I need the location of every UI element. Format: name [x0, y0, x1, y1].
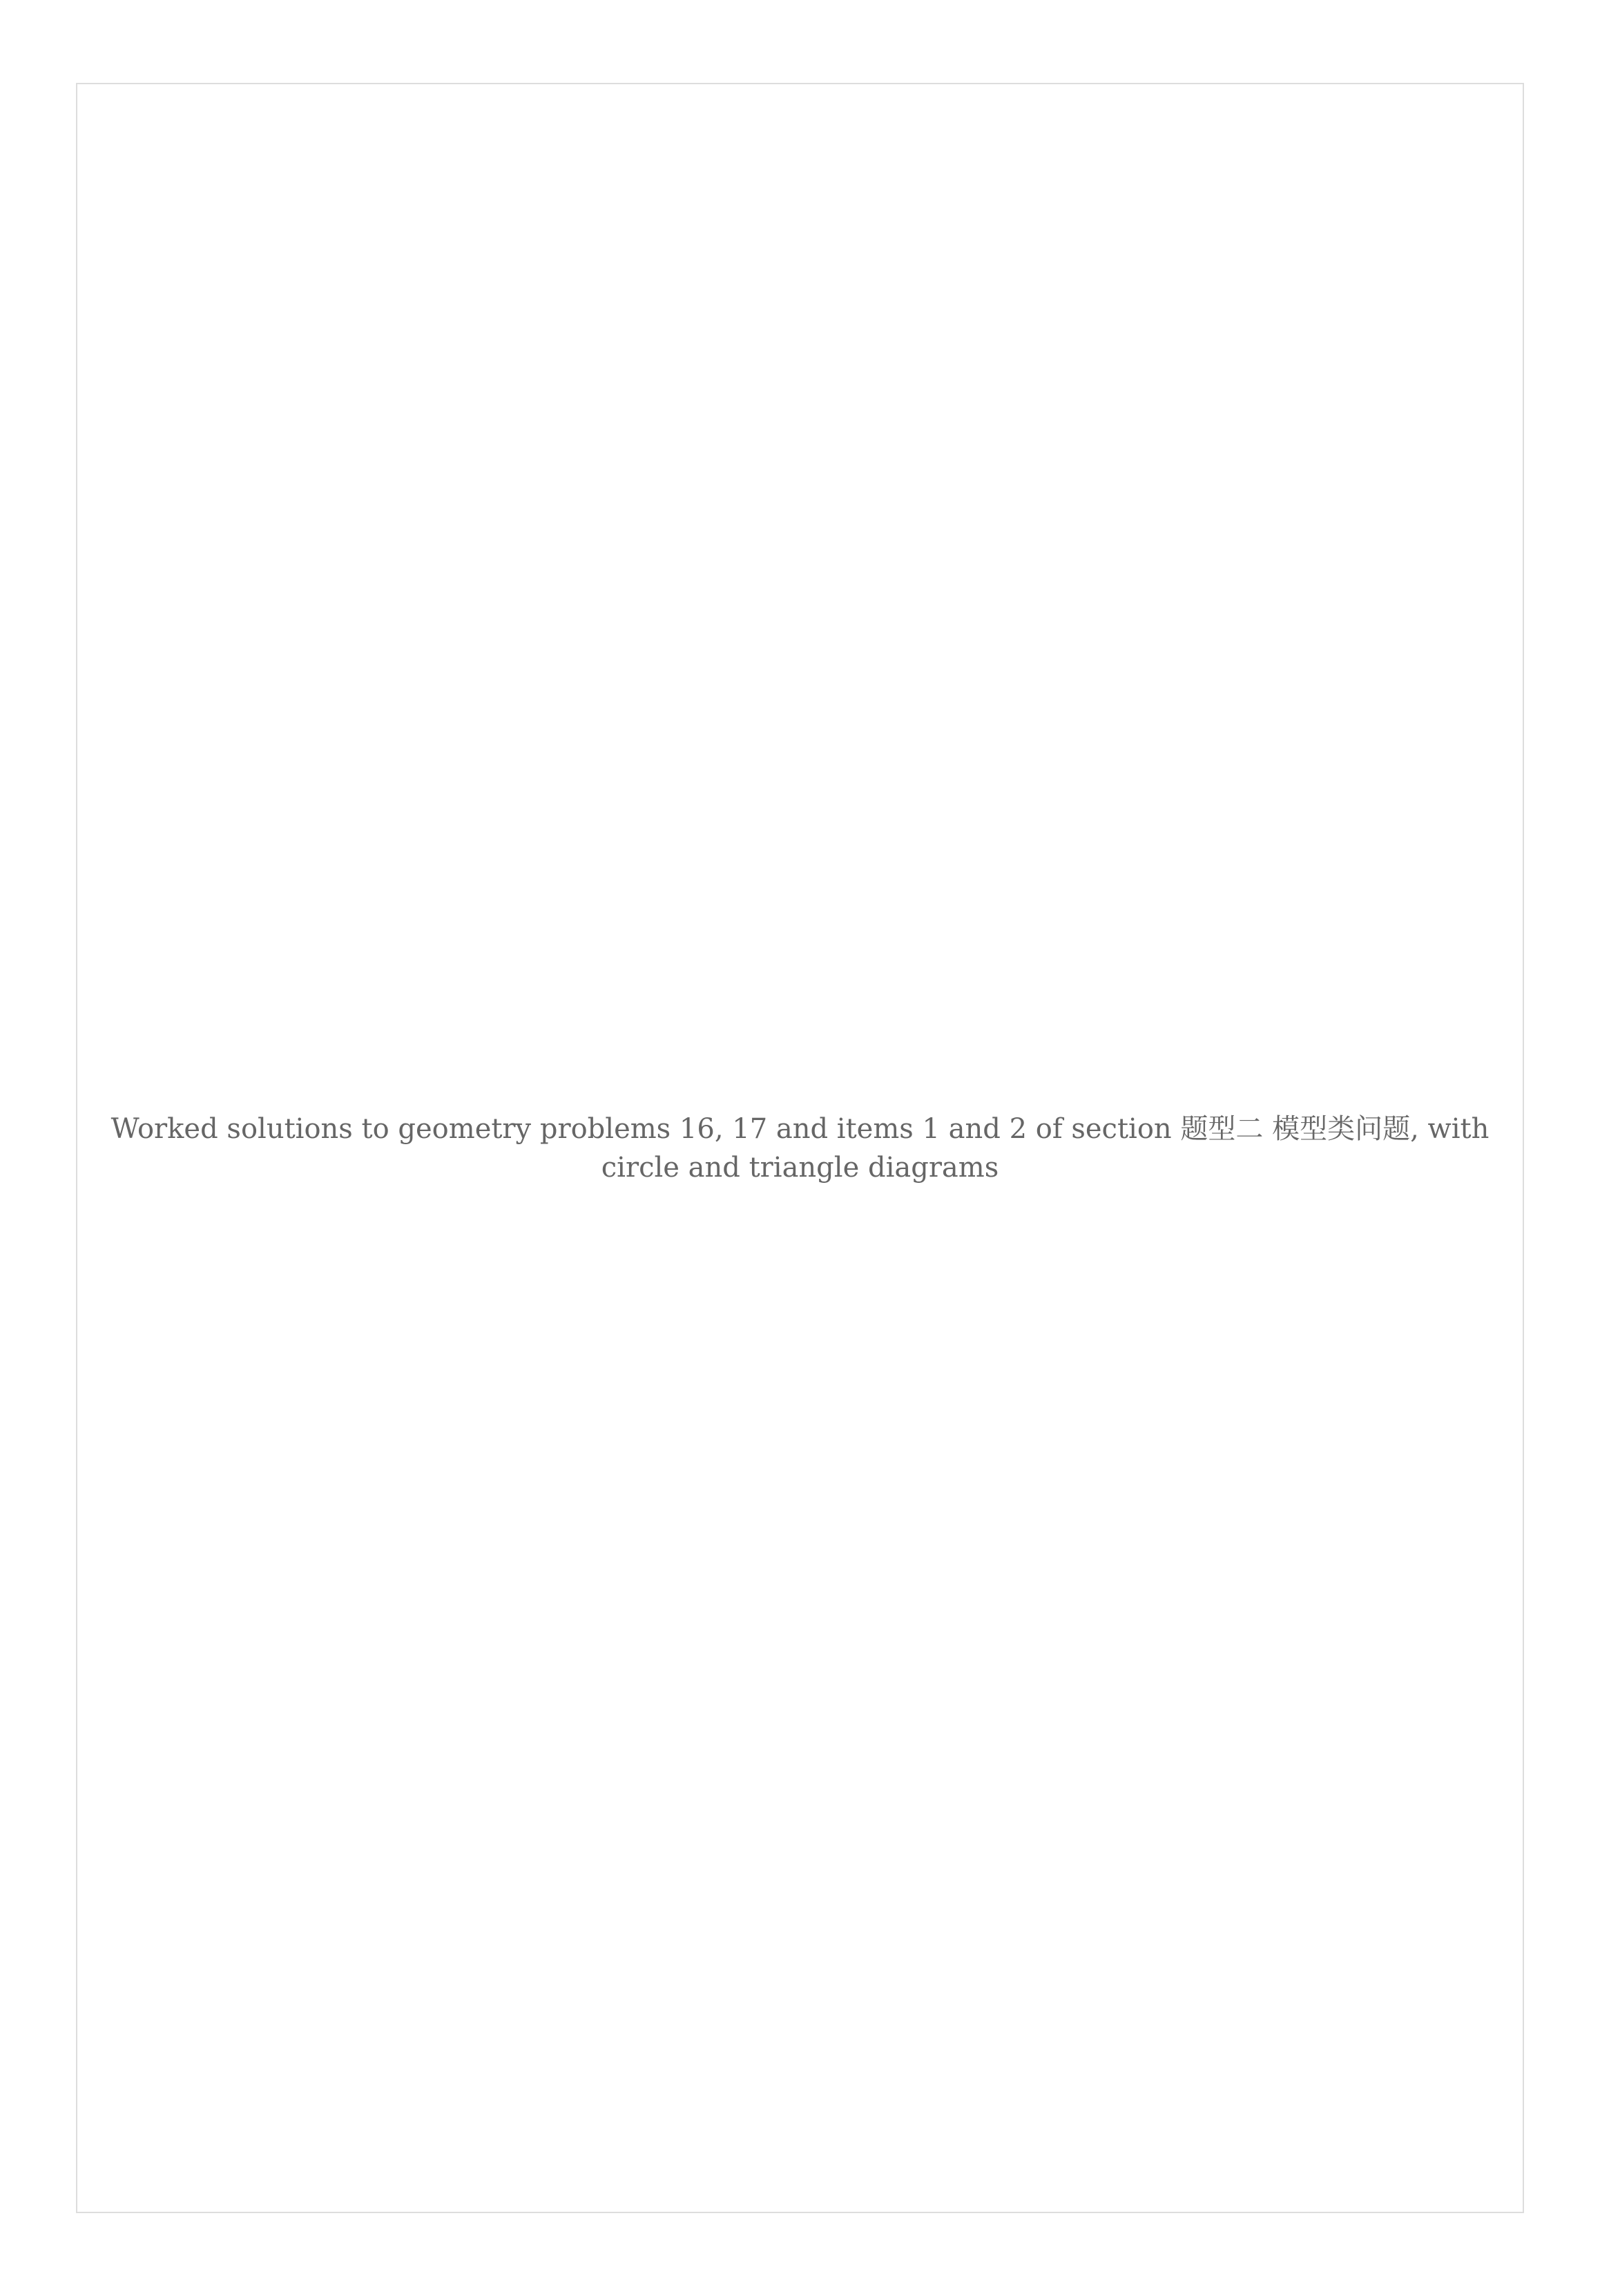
content-placeholder: Worked solutions to geometry problems 16, 17 and items 1 and 2 of section 题型二 模型类问题, with circle and triangle diagrams [76, 83, 1524, 2213]
